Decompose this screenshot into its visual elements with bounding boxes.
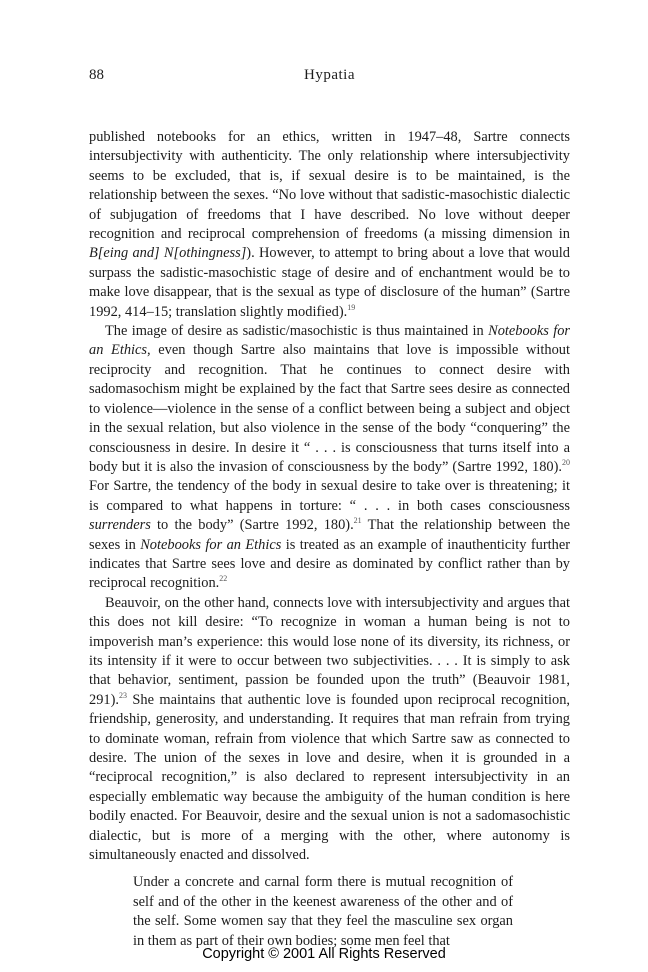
text-run: For Sartre, the tendency of the body in sexual desire to take over is threatening; it is compared to what happens in torture: “ . . . in both cases consciousness — [89, 478, 570, 514]
text-run: ). However, to attempt to bring about a love that would surpass the sadistic-masochistic stage of desire and of enchantment would be to make love disappear, that is the sexual as type of disclosure of the human” (Sartre 1992, 414–15; translation slightly modified). — [89, 245, 570, 320]
italic-title: surrenders — [89, 517, 151, 534]
italic-title: Notebooks for an Ethics — [89, 323, 570, 359]
running-header — [89, 67, 570, 87]
text-run: , even though Sartre also maintains that love is impossible without reciprocity and recognition. That he continues to connect desire with sadomasochism might be explained by the fact that Sartre sees desire as connected to violence—violence in the sense of a conflict between being a subject and object in the sexual relation, but also violence in the sense of the body “conquering” the consciousness in desire. In desire it “ . . . is consciousness that turns itself into a body but it is also the invasion of consciousness by the body” (Sartre 1992, 180). — [89, 342, 570, 475]
page-number: 88 — [89, 67, 104, 83]
footnote-ref: 20 — [562, 458, 570, 468]
footnote-ref: 21 — [353, 516, 362, 526]
running-title: Hypatia — [304, 67, 355, 83]
block-quote — [133, 873, 513, 951]
text-run: is treated as an example of inauthenticity further indicates that Sartre sees love and desire as dominated by conflict rather than by reciprocal recognition. — [89, 536, 571, 592]
body-text — [89, 128, 570, 951]
italic-title: B[eing and] N[othingness] — [89, 245, 247, 262]
paragraph — [89, 594, 570, 866]
text-run: to the body” (Sartre 1992, 180). — [150, 517, 354, 534]
text-run: Beauvoir, on the other hand, connects love with intersubjectivity and argues that this does not kill desire: “To recognize in woman a human being is not to impoverish man’s experience: this would lose none of its diversity, its richness, or its intensity if it were to occur between two subjectivities. . . . It is simply to ask that behavior, sentiment, passion be founded upon the truth” (Beauvoir 1981, 291). — [89, 594, 570, 708]
footnote-ref: 22 — [219, 574, 228, 584]
paragraph — [89, 322, 570, 594]
text-run: The image of desire as sadistic/masochistic is thus maintained in — [105, 323, 489, 340]
text-run: published notebooks for an ethics, written in 1947–48, Sartre connects intersubjectivity with authenticity. The only relationship where intersubjectivity seems to be excluded, that is, if sexual desire is to be maintained, is the relationship between the sexes. “No love without that sadistic-masochistic dialectic of subjugation of freedoms that I have described. No love without deeper recognition and reciprocal comprehension of freedoms (a missing dimension in — [89, 129, 570, 243]
footnote-ref: 19 — [347, 302, 356, 312]
text-run: She maintains that authentic love is founded upon reciprocal recognition, friendship, generosity, and understanding. It requires that man refrain from trying to dominate woman, refrain from violence that which Sartre saw as connected to desire. The union of the sexes in love and desire, when it is grounded in a “reciprocal recognition,” is also declared to represent intersubjectivity in an especially emblematic way because the ambiguity of the human condition is here bodily enacted. For Beauvoir, desire and the sexual union is not a sadomasochistic dialectic, but is more of a merging with the other, where autonomy is simultaneously enacted and dissolved. — [89, 691, 570, 864]
footnote-ref: 23 — [118, 690, 127, 700]
text-run: Under a concrete and carnal form there is mutual recognition of self and of the other in the keenest awareness of the other and of the self. Some women say that they feel the masculine sex organ in them as part of their own bodies; some men feel that — [133, 874, 513, 949]
italic-title: Notebooks for an Ethics — [140, 536, 282, 553]
paragraph — [89, 128, 570, 322]
copyright-footer: Copyright © 2001 All Rights Reserved — [202, 946, 446, 962]
text-run: That the relationship between the sexes in — [89, 517, 570, 553]
